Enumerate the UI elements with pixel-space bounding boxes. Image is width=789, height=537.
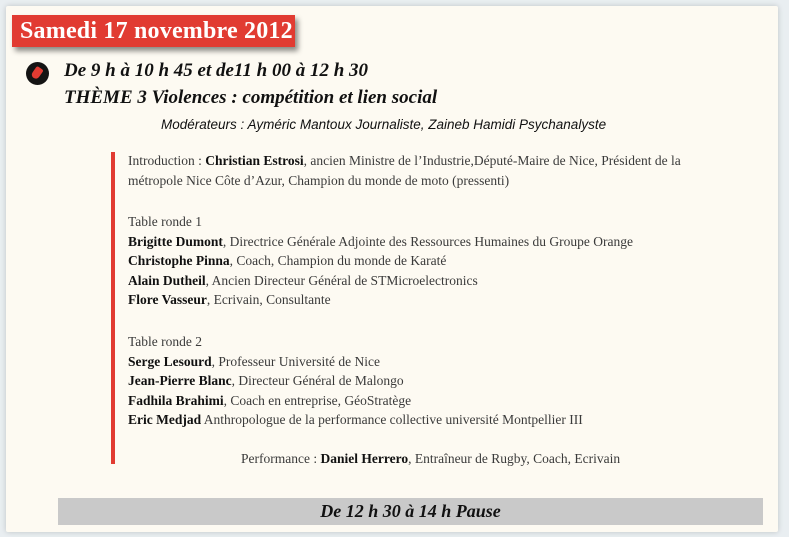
speaker-row <box>128 251 743 271</box>
clock-icon <box>26 62 49 85</box>
table-ronde-2-title: Table ronde 2 <box>128 334 203 349</box>
speaker-row <box>128 371 743 391</box>
speaker-desc: , Directeur Général de Malongo <box>231 373 404 388</box>
moderators: Modérateurs : Ayméric Mantoux Journaliste, Zaineb Hamidi Psychanalyste <box>161 117 607 132</box>
section-divider-bar <box>111 152 115 464</box>
table-ronde-2 <box>128 332 743 430</box>
speaker-name: Jean-Pierre Blanc <box>128 373 232 388</box>
speaker-row <box>128 271 743 291</box>
speaker-desc: , Professeur Université de Nice <box>211 353 380 369</box>
speaker-row <box>128 410 743 430</box>
speaker-desc: , Ecrivain, Consultante <box>206 292 331 307</box>
speaker-name: Christophe Pinna <box>128 253 230 268</box>
table-ronde-1-title: Table ronde 1 <box>128 214 203 229</box>
speaker-name: Alain Dutheil <box>128 272 206 288</box>
speaker-name: Brigitte Dumont <box>128 233 223 249</box>
session-time: De 9 h à 10 h 45 et de11 h 00 à 12 h 30 <box>64 60 369 81</box>
speaker-name: Serge Lesourd <box>128 353 212 369</box>
date-banner: Samedi 17 novembre 2012 <box>12 15 295 47</box>
intro-label: Introduction : <box>128 153 206 168</box>
intro-speaker-name: Christian Estrosi <box>205 153 304 168</box>
performance-label: Performance : <box>241 451 321 466</box>
speaker-row <box>128 232 743 252</box>
performance-desc: , Entraîneur de Rugby, Coach, Ecrivain <box>408 451 621 466</box>
speaker-row <box>128 352 743 372</box>
speaker-row <box>128 391 743 411</box>
speaker-row <box>128 290 743 310</box>
session-theme: THÈME 3 Violences : compétition et lien social <box>64 87 438 108</box>
speaker-name: Flore Vasseur <box>128 292 207 307</box>
speaker-desc: , Directrice Générale Adjointe des Ressources Humaines du Groupe Orange <box>222 233 633 249</box>
speaker-name: Eric Medjad <box>128 412 202 427</box>
performance-name: Daniel Herrero <box>320 451 409 466</box>
speaker-desc: Anthropologue de la performance collective université Montpellier III <box>201 412 583 427</box>
speaker-desc: , Coach, Champion du monde de Karaté <box>229 253 447 268</box>
table-ronde-1 <box>128 212 743 310</box>
introduction <box>128 151 743 190</box>
speaker-desc: , Coach en entreprise, GéoStratège <box>223 392 412 408</box>
speaker-name: Fadhila Brahimi <box>128 392 224 408</box>
performance <box>241 451 620 467</box>
intro-speaker-desc-cont: métropole Nice Côte d’Azur, Champion du monde de moto (pressenti) <box>128 172 510 188</box>
pause-banner: De 12 h 30 à 14 h Pause <box>58 498 763 525</box>
speaker-desc: , Ancien Directeur Général de STMicroelectronics <box>205 272 478 288</box>
intro-speaker-desc: , ancien Ministre de l’Industrie,Député-Maire de Nice, Président de la <box>303 153 681 168</box>
